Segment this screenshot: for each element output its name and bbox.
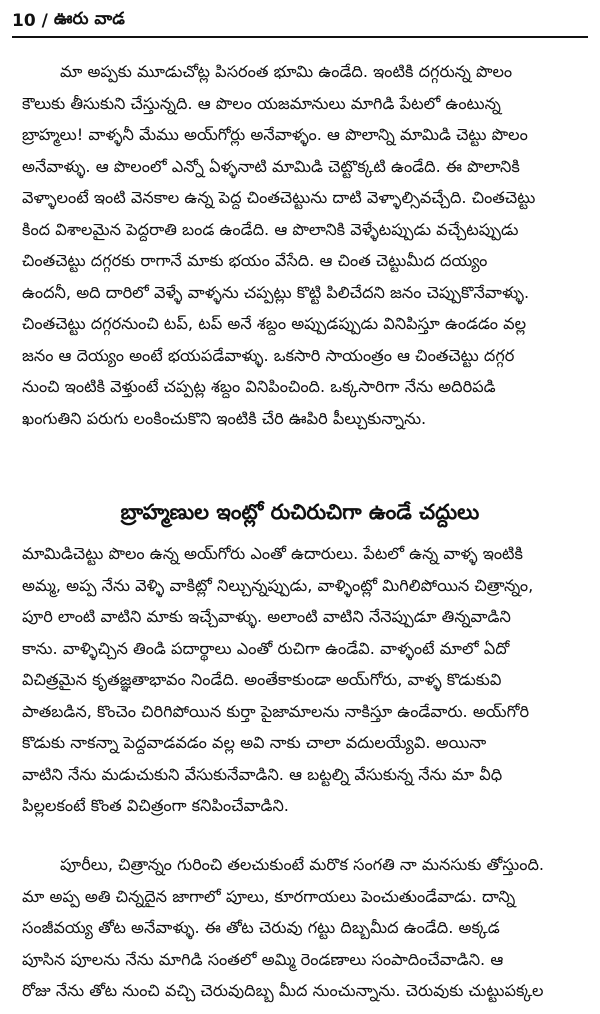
text-line: మా అప్పకు మూడుచోట్ల పిసరంత భూమి ఉండేది. ఇంటికి దగ్గరున్న పొలం xyxy=(60,62,513,81)
header-divider xyxy=(12,36,588,38)
text-line: పూరి లాంటి వాటిని మాకు ఇచ్చేవాళ్ళు. అలాంటి వాటిని నేనెప్పుడూ తిన్నవాడిని xyxy=(22,607,511,626)
text-line: జనం ఆ దెయ్యం అంటే భయపడేవాళ్ళు. ఒకసారి సాయంత్రం ఆ చింతచెట్టు దగ్గర xyxy=(22,345,515,365)
paragraph-2 xyxy=(22,538,586,822)
page-number: 10 xyxy=(12,11,36,31)
book-title: ఊరు వాడ xyxy=(53,9,125,29)
text-line: సంజీవయ్య తోట అనేవాళ్ళు. ఈ తోట చెరువు గట్టు దిబ్బమీద ఉండేది. అక్కడ xyxy=(22,918,500,937)
section-heading: బ్రాహ్మణుల ఇంట్లో రుచిరుచిగా ఉండే చద్దులు xyxy=(120,500,480,524)
text-line: మా అప్ప అతి చిన్నదైన జాగాలో పూలు, కూరగాయలు పెంచుతుండేవాడు. దాన్ని xyxy=(22,886,516,906)
text-line: పూరీలు, చిత్రాన్నం గురించి తలచుకుంటే మరొక సంగతి నా మనసుకు తోస్తుంది. xyxy=(60,855,545,874)
text-line: బ్రాహ్మలు! వాళ్ళనీ మేము అయ్‌గోర్లు అనేవాళ్ళం. ఆ పొలాన్ని మామిడి చెట్టు పొలం xyxy=(22,125,528,144)
text-line: రోజు నేను తోట నుంచి వచ్చి చెరువుదిబ్బ మీద నుంచున్నాను. చెరువుకు చుట్టుపక్కల xyxy=(22,981,544,1000)
text-line: అమ్మ, అప్ప నేను వెళ్ళి వాకిట్లో నిల్చున్నప్పుడు, వాళ్ళింట్లో మిగిలిపోయిన చిత్రాన్నం, xyxy=(22,575,534,595)
text-line: అనేవాళ్ళు. ఆ పొలంలో ఎన్నో ఏళ్ళనాటి మామిడి చెట్టొక్కటి ఉండేది. ఈ పొలానికి xyxy=(22,156,520,176)
text-line: చింతచెట్టు దగ్గరనుంచి టప్, టప్ అనే శబ్దం అప్పుడప్పుడు వినిపిస్తూ ఉండడం వల్ల xyxy=(22,314,527,333)
text-line: కౌలుకు తీసుకుని చేస్తున్నది. ఆ పొలం యజమానులు మాగిడి పేటలో ఉంటున్న xyxy=(22,93,501,113)
text-line: కింద విశాలమైన పెద్దరాతి బండ ఉండేది. ఆ పొలానికి వెళ్ళేటప్పుడు వచ్చేటప్పుడు xyxy=(22,219,519,239)
text-line: పూసిన పూలను నేను మాగిడి సంతలో అమ్మి రెండణాలు సంపాదించేవాడిని. ఆ xyxy=(22,949,504,969)
page-header xyxy=(12,6,588,36)
text-line: కాను. వాళ్ళిచ్చిన తిండి పదార్థాలు ఎంతో రుచిగా ఉండేవి. వాళ్ళంటే మాలో ఏదో xyxy=(22,638,510,658)
text-line: విచిత్రమైన కృతజ్ఞతాభావం నిండేది. అంతేకాకుండా అయ్‌గోరు, వాళ్ళ కొడుకువి xyxy=(22,670,502,689)
text-line: కొడుకు నాకన్నా పెద్దవాడవడం వల్ల అవి నాకు చాలా వదులయ్యేవి. అయినా xyxy=(22,733,487,752)
text-line: ఖంగుతిని పరుగు లంకించుకొని ఇంటికి చేరి ఊపిరి పీల్చుకున్నాను. xyxy=(22,408,427,428)
paragraph-1 xyxy=(22,56,586,434)
text-line: పాతబడిన, కొంచెం చిరిగిపోయిన కుర్తా పైజామాలను నాకిస్తూ ఉండేవారు. అయ్‌గోరి xyxy=(22,701,530,721)
text-line: వెళ్ళాలంటే ఇంటి వెనకాల ఉన్న పెద్ద చింతచెట్టును దాటి వెళ్ళాల్సివచ్చేది. చింతచెట్టు xyxy=(22,188,536,207)
text-line: పిల్లలకంటే కొంత విచిత్రంగా కనిపించేవాడిని. xyxy=(22,796,289,815)
text-line: ఉందనీ, అది దారిలో వెళ్ళే వాళ్ళను చప్పట్లు కొట్టి పిలిచేదని జనం చెప్పుకొనేవాళ్ళు. xyxy=(22,282,530,302)
text-line: వాటిని నేను మడుచుకుని వేసుకునేవాడిని. ఆ బట్టల్ని వేసుకున్న నేను మా వీధి xyxy=(22,764,503,784)
paragraph-3 xyxy=(22,849,586,1007)
header-separator: / xyxy=(41,11,48,31)
text-line: మామిడిచెట్టు పొలం ఉన్న అయ్‌గోరు ఎంతో ఉదారులు. పేటలో ఉన్న వాళ్ళ ఇంటికి xyxy=(22,544,523,563)
text-line: నుంచి ఇంటికి వెళ్తుంటే చప్పట్ల శబ్దం వినిపించింది. ఒక్కసారిగా నేను అదిరిపడి xyxy=(22,377,496,396)
text-line: చింతచెట్టు దగ్గరకు రాగానే మాకు భయం వేసేది. ఆ చింత చెట్టుమీద దయ్యం xyxy=(22,251,488,270)
